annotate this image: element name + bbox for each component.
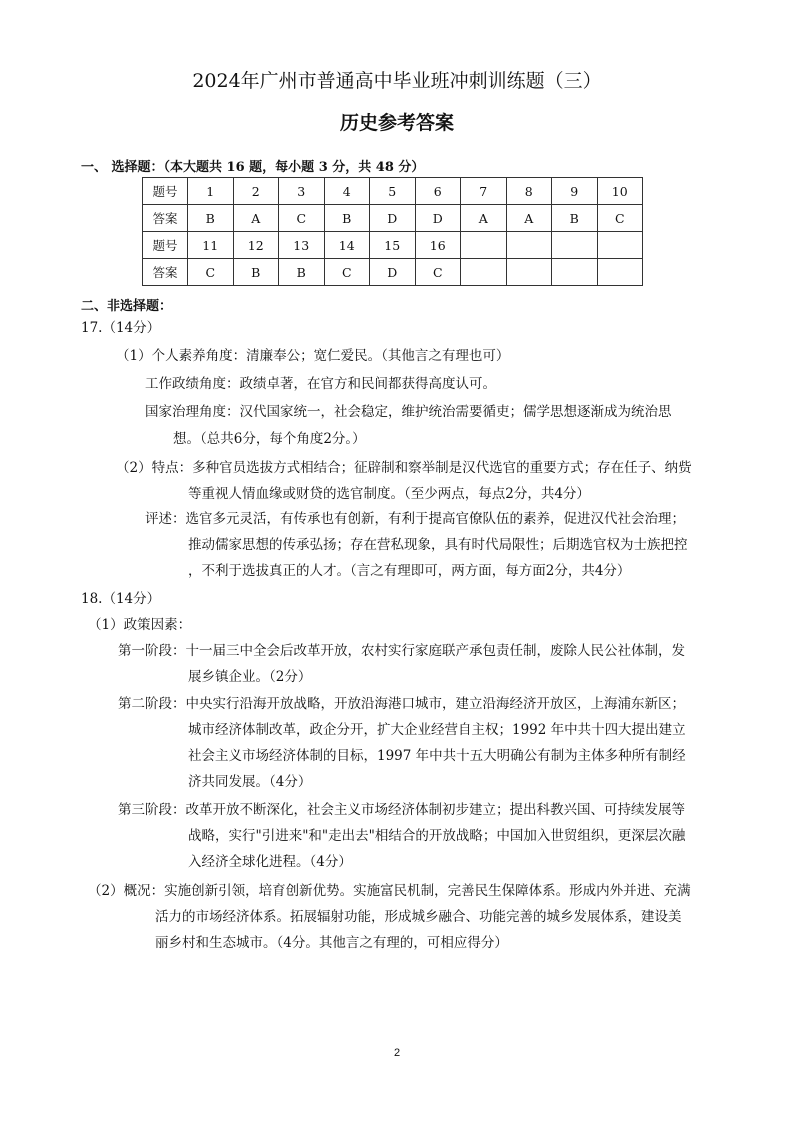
- question-number: 16: [415, 232, 461, 259]
- table-row: [143, 259, 643, 286]
- q18-line: 入经济全球化进程。（4分）: [188, 854, 352, 870]
- answer-cell: C: [324, 259, 370, 286]
- question-number: 6: [415, 178, 461, 205]
- answer-cell: [506, 259, 552, 286]
- q17-line: 评述：选官多元灵活，有传承也有创新，有利于提高官僚队伍的素养，促进汉代社会治理；: [145, 511, 685, 527]
- question-number: 13: [279, 232, 325, 259]
- question-number: 4: [324, 178, 370, 205]
- question-number: 7: [461, 178, 507, 205]
- q18-line: 活力的市场经济体系。拓展辐射功能，形成城乡融合、功能完善的城乡发展体系，建设美: [155, 909, 682, 925]
- question-number: 8: [506, 178, 552, 205]
- q18-line: 第三阶段：改革开放不断深化，社会主义市场经济体制初步建立；提出科教兴国、可持续发展等: [118, 802, 685, 818]
- answer-cell: D: [370, 205, 416, 232]
- q17-line: 想。（总共6分，每个角度2分。）: [173, 431, 366, 447]
- q18-line: 丽乡村和生态城市。（4分。其他言之有理的，可相应得分）: [155, 935, 508, 951]
- table-row: [143, 205, 643, 232]
- answer-cell: C: [597, 205, 643, 232]
- q17-line: （1）个人素养角度：清廉奉公；宽仁爱民。（其他言之有理也可）: [116, 348, 510, 364]
- q18-line: 战略，实行"引进来"和"走出去"相结合的开放战略；中国加入世贸组织，更深层次融: [188, 828, 686, 844]
- answer-cell: B: [233, 259, 279, 286]
- table-row: [143, 178, 643, 205]
- question-number: [552, 232, 598, 259]
- answer-cell: C: [279, 205, 325, 232]
- q18-heading: 18.（14分）: [81, 591, 161, 607]
- table-row: [143, 232, 643, 259]
- q18-line: （1）政策因素：: [88, 617, 192, 633]
- question-number: 12: [233, 232, 279, 259]
- section-nonchoice-heading: 二、非选择题：: [81, 299, 173, 314]
- answer-cell: A: [233, 205, 279, 232]
- q17-heading: 17.（14分）: [81, 320, 161, 336]
- question-number: 2: [233, 178, 279, 205]
- q17-line: 工作政绩角度：政绩卓著，在官方和民间都获得高度认可。: [145, 376, 496, 392]
- q18-line: 展乡镇企业。（2分）: [188, 669, 312, 685]
- question-number: [506, 232, 552, 259]
- row-label: 答案: [143, 259, 188, 286]
- question-number: [597, 232, 643, 259]
- q17-line: 推动儒家思想的传承弘扬；存在营私现象，具有时代局限性；后期选官权为士族把控: [188, 537, 688, 553]
- answer-cell: D: [370, 259, 416, 286]
- question-number: 11: [188, 232, 234, 259]
- answer-cell: B: [324, 205, 370, 232]
- q17-line: 等重视人情血缘或财贷的选官制度。（至少两点，每点2分，共4分）: [188, 486, 590, 502]
- document-title: 2024年广州市普通高中毕业班冲刺训练题（三）: [192, 70, 602, 92]
- question-number: 3: [279, 178, 325, 205]
- answer-cell: B: [188, 205, 234, 232]
- question-number: 14: [324, 232, 370, 259]
- answer-cell: [597, 259, 643, 286]
- answer-cell: D: [415, 205, 461, 232]
- q18-line: 济共同发展。（4分）: [188, 774, 312, 790]
- question-number: [461, 232, 507, 259]
- answer-cell: B: [279, 259, 325, 286]
- question-number: 15: [370, 232, 416, 259]
- answer-cell: [461, 259, 507, 286]
- q17-line: ，不利于选拔真正的人才。（言之有理即可，两方面，每方面2分，共4分）: [188, 563, 631, 579]
- q18-line: 第一阶段：十一届三中全会后改革开放，农村实行家庭联产承包责任制，废除人民公社体制，发: [118, 643, 685, 659]
- section-choice-heading: 一、 选择题：（本大题共 16 题，每小题 3 分，共 48 分）: [81, 160, 425, 175]
- q17-line: （2）特点：多种官员选拔方式相结合；征辟制和察举制是汉代选官的重要方式；存在任子、纳赀: [116, 460, 692, 476]
- q18-line: 城市经济体制改革，政企分开，扩大企业经营自主权；1992 年中共十四大提出建立: [188, 722, 686, 738]
- document-subtitle: 历史参考答案: [339, 112, 454, 134]
- question-number: 10: [597, 178, 643, 205]
- answer-cell: A: [506, 205, 552, 232]
- answer-cell: A: [461, 205, 507, 232]
- row-label: 答案: [143, 205, 188, 232]
- answer-cell: [552, 259, 598, 286]
- q17-line: 国家治理角度：汉代国家统一，社会稳定，维护统治需要循吏；儒学思想逐渐成为统治思: [145, 404, 672, 420]
- row-label: 题号: [143, 232, 188, 259]
- question-number: 9: [552, 178, 598, 205]
- row-label: 题号: [143, 178, 188, 205]
- page-number: 2: [393, 1047, 401, 1059]
- q18-line: 第二阶段：中央实行沿海开放战略，开放沿海港口城市，建立沿海经济开放区，上海浦东新区；: [118, 696, 685, 712]
- answer-cell: C: [188, 259, 234, 286]
- q18-line: （2）概况：实施创新引领，培育创新优势。实施富民机制，完善民生保障体系。形成内外并进、充满: [88, 883, 691, 899]
- question-number: 1: [188, 178, 234, 205]
- q18-line: 社会主义市场经济体制的目标，1997 年中共十五大明确公有制为主体多种所有制经: [188, 748, 686, 764]
- answer-table: [142, 177, 643, 286]
- answer-cell: B: [552, 205, 598, 232]
- answer-cell: C: [415, 259, 461, 286]
- question-number: 5: [370, 178, 416, 205]
